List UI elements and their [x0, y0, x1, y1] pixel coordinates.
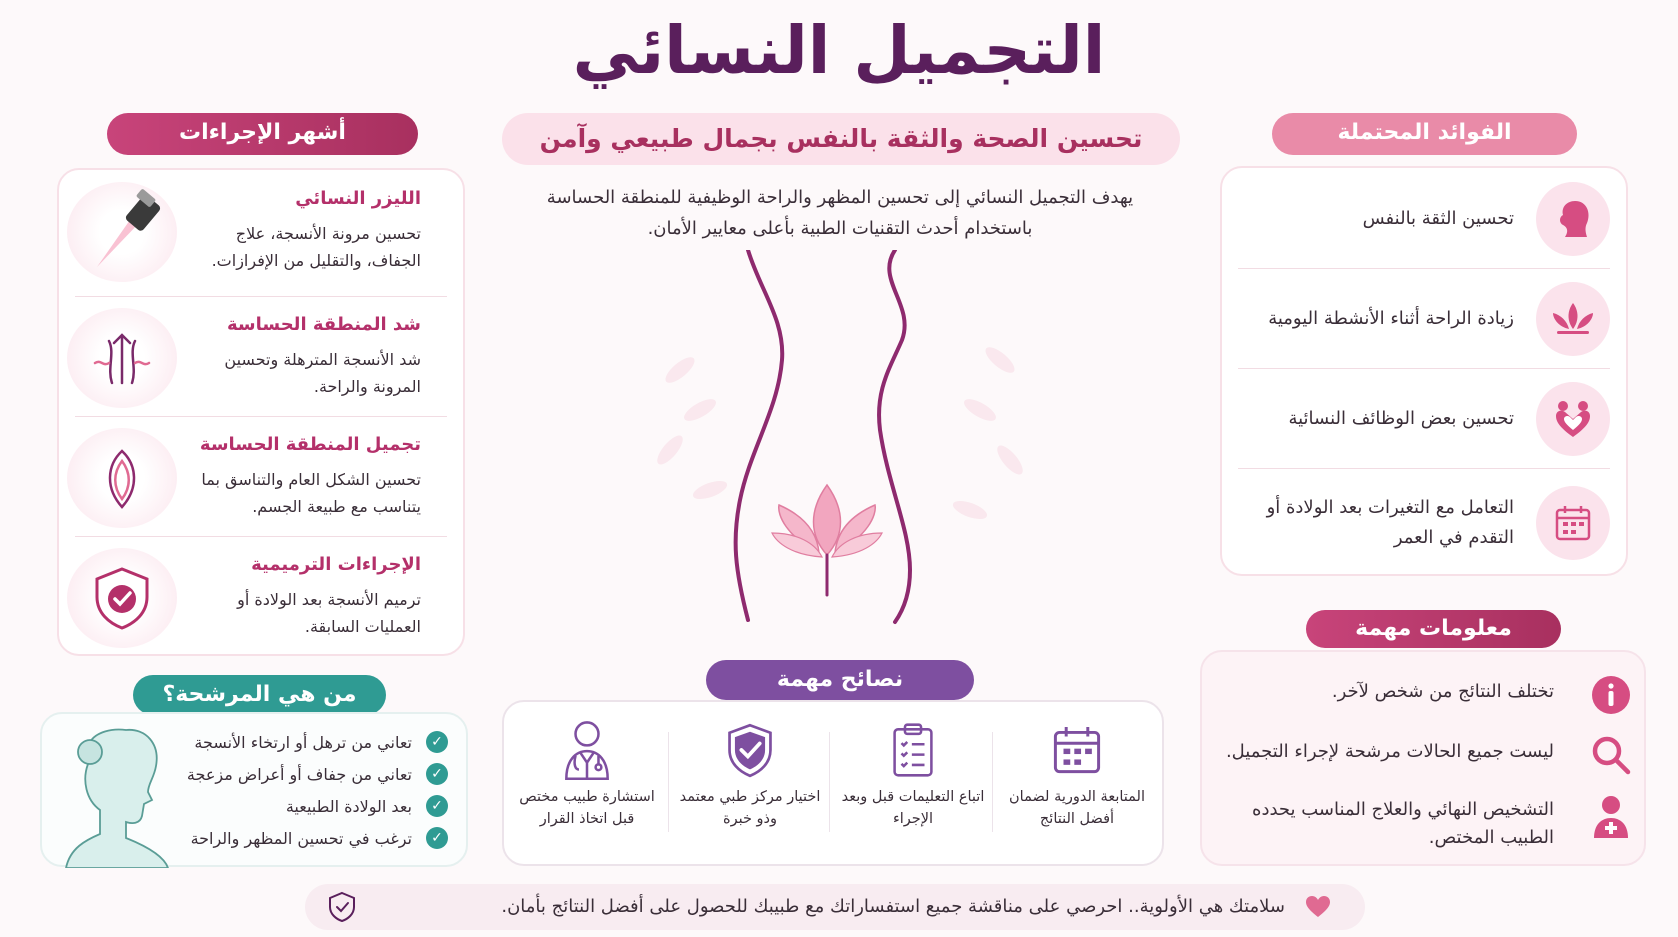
benefit-item [1222, 370, 1626, 468]
shield-check-icon [67, 548, 177, 648]
candidate-item [187, 762, 446, 788]
heart-icon [1305, 895, 1331, 919]
procedure-title: شد المنطقة الحساسة [227, 314, 421, 335]
tip-text: المتابعة الدورية لضمان أفضل النتائج [1009, 789, 1145, 827]
benefit-item [1222, 170, 1626, 268]
tip-text: اختيار مركز طبي معتمد وذو خبرة [679, 789, 821, 827]
procedures-heading: أشهر الإجراءات [107, 113, 418, 155]
benefit-item [1222, 474, 1626, 572]
search-icon [1586, 730, 1636, 780]
footer-banner [305, 884, 1365, 930]
info-card [1200, 650, 1646, 866]
divider [668, 732, 669, 832]
candidate-text: تعاني من جفاف أو أعراض مزعجة [186, 765, 412, 784]
check-icon: ✓ [426, 731, 448, 753]
procedure-item [59, 296, 463, 414]
tip-text: اتباع التعليمات قبل وبعد الإجراء [841, 789, 985, 827]
benefit-item [1222, 270, 1626, 368]
tips-heading: نصائح مهمة [706, 660, 974, 700]
woman-face-icon [1536, 182, 1610, 256]
footer-text: سلامتك هي الأولوية.. احرصي على مناقشة جميع استفساراتك مع طبيبك للحصول على أفضل النتائج بأمان. [501, 896, 1285, 917]
subtitle-text: تحسين الصحة والثقة بالنفس بجمال طبيعي وآمن [539, 124, 1143, 153]
procedure-item [59, 416, 463, 534]
info-text: ليست جميع الحالات مرشحة لإجراء التجميل. [1225, 741, 1554, 762]
tip-item [510, 702, 664, 852]
benefit-text: تحسين بعض الوظائف النسائية [1288, 408, 1514, 429]
procedure-title: الليزر النسائي [295, 188, 421, 209]
procedures-card [57, 168, 465, 656]
lotus-icon [1536, 282, 1610, 356]
candidate-item [194, 730, 446, 756]
calendar-icon [1536, 486, 1610, 560]
laser-icon [67, 182, 177, 282]
procedure-title: الإجراءات الترميمية [251, 554, 421, 575]
tips-card [502, 700, 1164, 866]
procedure-desc: تحسين مرونة الأنسجة، علاج الجفاف، والتقليل من الإفرازات. [211, 224, 421, 270]
calendar-icon [1047, 720, 1107, 780]
divider [1238, 368, 1610, 369]
shield-check-icon [720, 720, 780, 780]
divider [1238, 468, 1610, 469]
intro-line-2: باستخدام أحدث التقنيات الطبية بأعلى معايير الأمان. [647, 218, 1033, 239]
doctor-icon [557, 720, 617, 780]
info-text: تختلف النتائج من شخص لآخر. [1331, 681, 1554, 702]
hands-heart-icon [1536, 382, 1610, 456]
info-icon [1586, 670, 1636, 720]
shield-check-icon [327, 891, 357, 923]
page-title: التجميل النسائي [572, 12, 1106, 89]
procedure-item [59, 170, 463, 288]
benefit-text: التعامل مع التغيرات بعد الولادة أو التقدم في العمر [1266, 497, 1514, 548]
candidate-item [286, 794, 446, 820]
divider [992, 732, 993, 832]
tip-item [673, 702, 827, 852]
woman-profile-illustration [56, 720, 186, 868]
procedure-title: تجميل المنطقة الحساسة [199, 434, 421, 455]
tip-item [1000, 702, 1154, 852]
candidate-item [191, 826, 446, 852]
divider [829, 732, 830, 832]
subtitle-banner [502, 113, 1180, 165]
procedure-desc: ترميم الأنسجة بعد الولادة أو العمليات السابقة. [237, 590, 421, 636]
tip-text: استشارة طبيب مختص قبل اتخاذ القرار [519, 789, 655, 827]
tip-item [836, 702, 990, 852]
check-icon: ✓ [426, 763, 448, 785]
check-icon: ✓ [426, 795, 448, 817]
check-icon: ✓ [426, 827, 448, 849]
clipboard-icon [883, 720, 943, 780]
procedure-item [59, 536, 463, 654]
procedure-desc: شد الأنسجة المترهلة وتحسين المرونة والراحة. [224, 350, 421, 396]
doctor-icon [1586, 792, 1636, 842]
benefits-heading: الفوائد المحتملة [1272, 113, 1577, 155]
procedure-desc: تحسين الشكل العام والتناسق بما يتناسب مع طبيعة الجسم. [201, 470, 421, 516]
divider [1238, 268, 1610, 269]
intro-text [500, 182, 1180, 244]
candidate-heading: من هي المرشحة؟ [133, 675, 386, 715]
benefits-card [1220, 166, 1628, 576]
info-text: التشخيص النهائي والعلاج المناسب يحدده الطبيب المختص. [1252, 799, 1554, 848]
info-heading: معلومات مهمة [1306, 610, 1561, 648]
tightening-icon [67, 308, 177, 408]
benefit-text: تحسين الثقة بالنفس [1362, 208, 1514, 229]
candidate-card [40, 712, 468, 867]
candidate-text: ترغب في تحسين المظهر والراحة [190, 829, 412, 848]
candidate-text: تعاني من ترهل أو ارتخاء الأنسجة [194, 733, 412, 752]
body-silhouette-illustration [640, 250, 1040, 650]
benefit-text: زيادة الراحة أثناء الأنشطة اليومية [1268, 308, 1514, 329]
candidate-text: بعد الولادة الطبيعية [285, 797, 412, 816]
intro-line-1: يهدف التجميل النسائي إلى تحسين المظهر والراحة الوظيفية للمنطقة الحساسة [546, 187, 1134, 208]
contour-icon [67, 428, 177, 528]
